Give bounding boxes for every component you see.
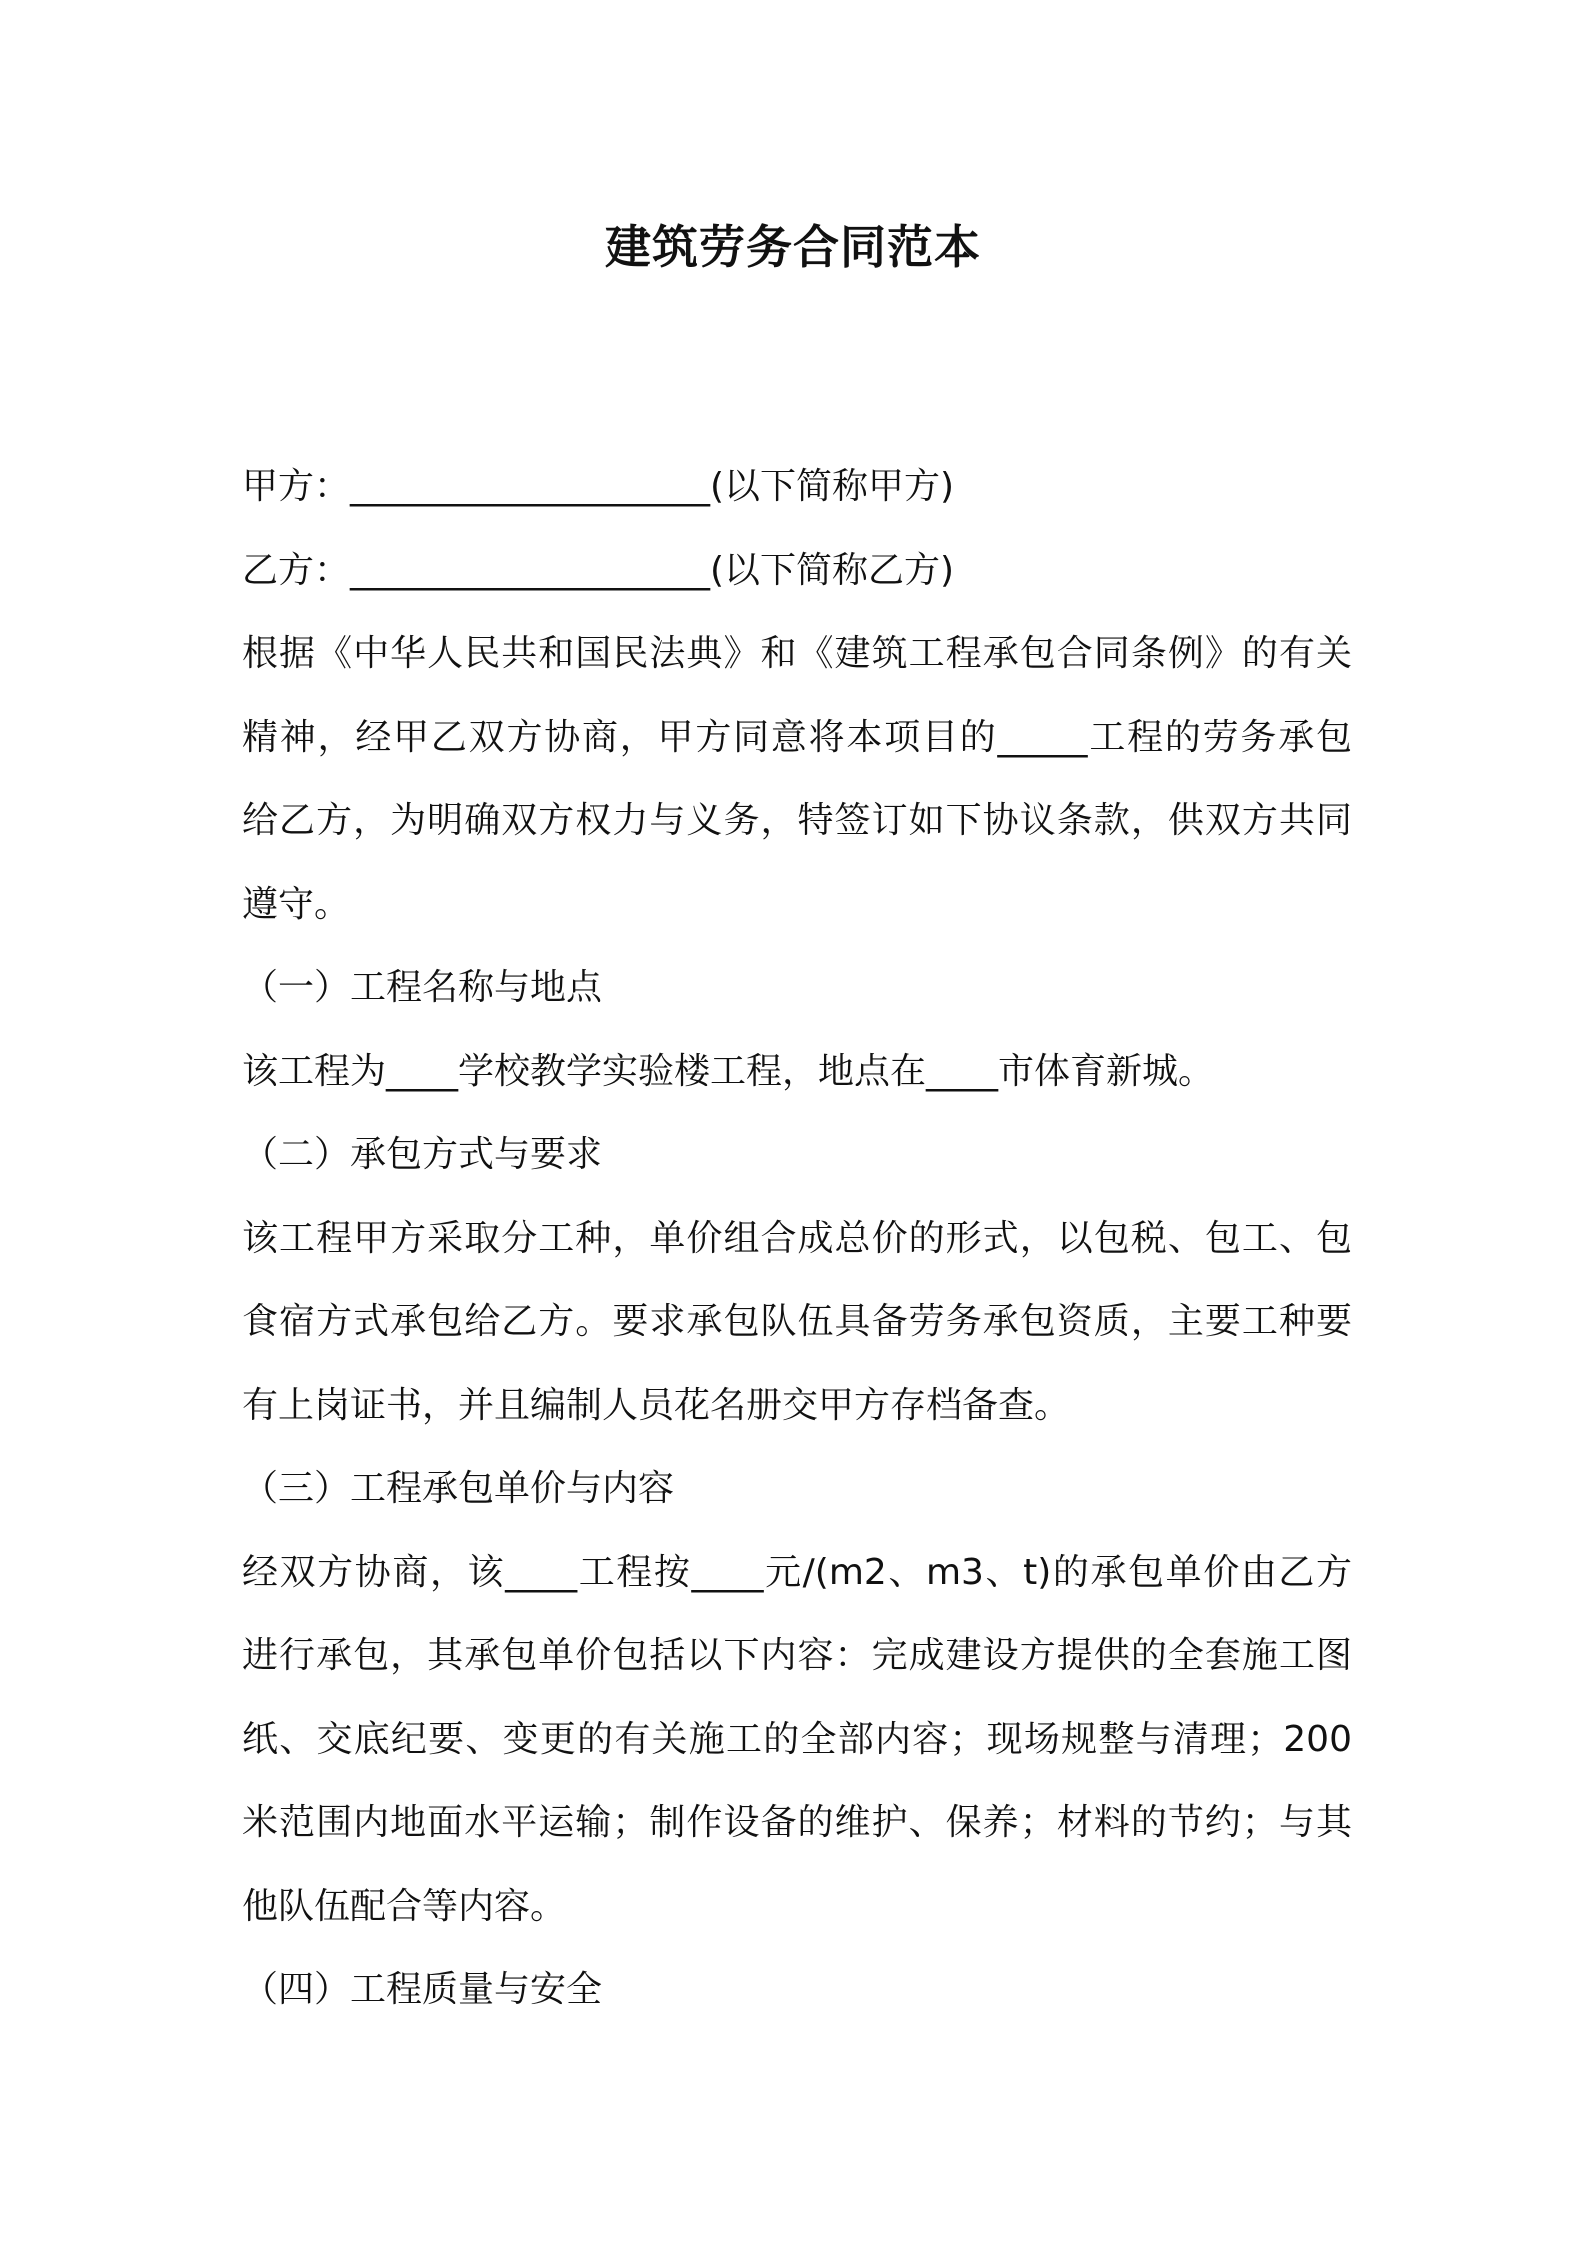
section-3-line: 米范围内地面水平运输；制作设备的维护、保养；材料的节约；与其 [242,1802,1352,1843]
section-2-line: 有上岗证书，并且编制人员花名册交甲方存档备查。 [242,1384,1071,1426]
section-3-line: 他队伍配合等内容。 [242,1885,567,1927]
section-heading-3: （三）工程承包单价与内容 [242,1468,675,1509]
section-heading-1: （一）工程名称与地点 [242,967,603,1008]
intro-line: 根据《中华人民共和国民法典》和《建筑工程承包合同条例》的有关 [242,633,1352,674]
section-3-line: 进行承包，其承包单价包括以下内容：完成建设方提供的全套施工图 [242,1635,1352,1676]
intro-line: 遵守。 [242,883,351,925]
section-heading-2: （二）承包方式与要求 [242,1134,603,1175]
intro-line: 给乙方，为明确双方权力与义务，特签订如下协议条款，供双方共同 [242,800,1352,841]
section-1-line: 该工程为____学校教学实验楼工程，地点在____市体育新城。 [242,1050,1215,1092]
intro-line: 精神，经甲乙双方协商，甲方同意将本项目的_____工程的劳务承包 [242,716,1352,758]
section-2-line: 该工程甲方采取分工种，单价组合成总价的形式，以包税、包工、包 [242,1217,1352,1259]
section-3-line: 纸、交底纪要、变更的有关施工的全部内容；现场规整与清理；200 [242,1718,1352,1760]
section-3-line: 经双方协商，该____工程按____元/(m2、m3、t)的承包单价由乙方 [242,1551,1352,1593]
party-a-line: 甲方：____________________(以下简称甲方) [242,466,955,507]
section-2-line: 食宿方式承包给乙方。要求承包队伍具备劳务承包资质，主要工种要 [242,1301,1352,1342]
party-b-line: 乙方：____________________(以下简称乙方) [242,549,955,591]
document-title: 建筑劳务合同范本 [605,220,981,274]
section-heading-4: （四）工程质量与安全 [242,1969,603,2010]
document-body [242,445,1352,2032]
